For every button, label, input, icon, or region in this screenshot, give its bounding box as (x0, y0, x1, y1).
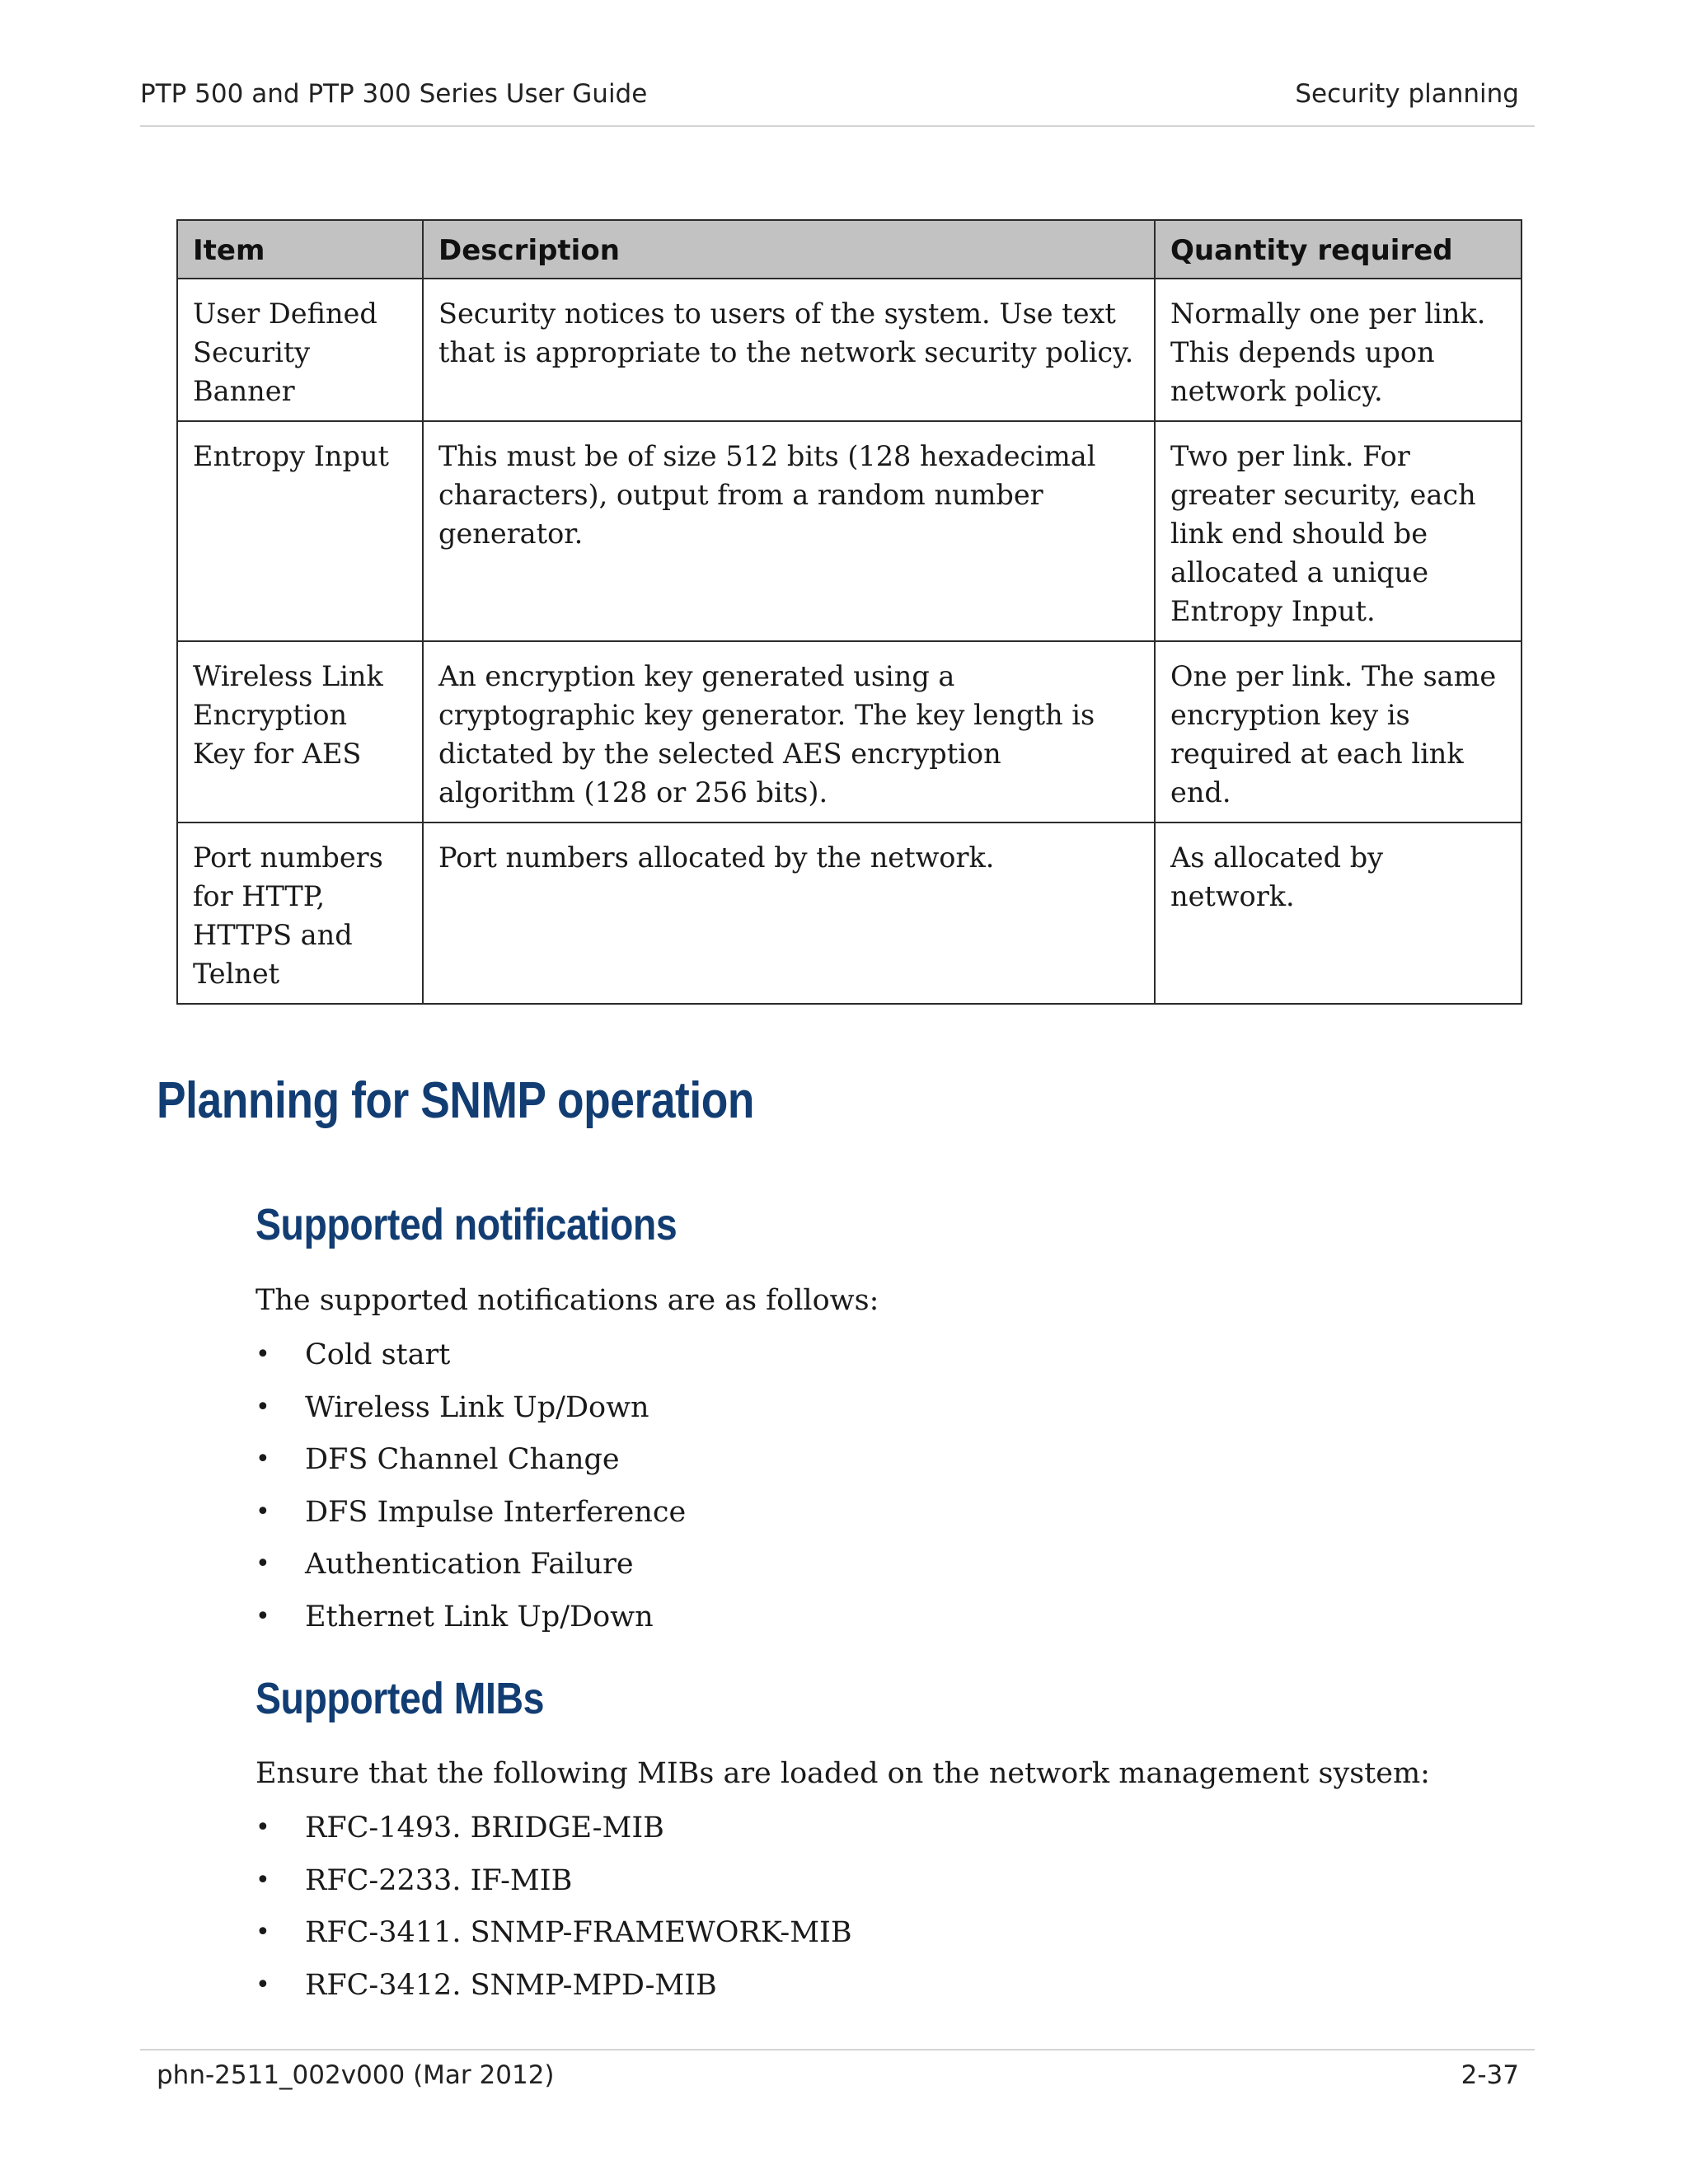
list-item-text: RFC-1493. BRIDGE-MIB (305, 1811, 664, 1844)
notifications-list (256, 1337, 686, 1651)
cell-text: One per link. The same encryption key is required at each link end. (1170, 660, 1497, 808)
cell-text: Normally one per link. This depends upon network policy. (1170, 298, 1486, 407)
column-header-description: Description (423, 220, 1155, 279)
bullet-icon: • (256, 1601, 270, 1631)
chapter-title: Security planning (1295, 79, 1519, 109)
header-divider (140, 125, 1535, 127)
list-item-text: Authentication Failure (305, 1548, 634, 1581)
list-item-text: Cold start (305, 1338, 451, 1371)
bullet-icon: • (256, 1813, 270, 1842)
document-title: PTP 500 and PTP 300 Series User Guide (140, 79, 648, 109)
cell-text: Port numbers for HTTP, HTTPS and Telnet (193, 841, 383, 990)
table-cell-description (423, 823, 1155, 1004)
table-cell-description (423, 421, 1155, 641)
cell-text: Port numbers allocated by the network. (438, 841, 995, 874)
list-item-text: RFC-3411. SNMP-FRAMEWORK-MIB (305, 1916, 852, 1949)
list-item (256, 1546, 686, 1599)
table-cell-quantity (1155, 279, 1522, 421)
list-item-text: DFS Channel Change (305, 1443, 620, 1476)
notifications-intro: The supported notifications are as follows: (256, 1284, 879, 1317)
cell-text: User Defined Security Banner (193, 298, 377, 407)
table-row (177, 421, 1522, 641)
table-row (177, 279, 1522, 421)
list-item (256, 1494, 686, 1547)
list-item (256, 1967, 852, 2020)
bullet-icon: • (256, 1865, 270, 1895)
list-item (256, 1863, 852, 1915)
table-cell-quantity (1155, 641, 1522, 823)
table-cell-quantity (1155, 823, 1522, 1004)
security-items-table (176, 219, 1522, 1005)
table-header-row (177, 220, 1522, 279)
cell-text: As allocated by network. (1170, 841, 1384, 912)
bullet-icon: • (256, 1445, 270, 1474)
mibs-list (256, 1810, 852, 2019)
table-row (177, 823, 1522, 1004)
bullet-icon: • (256, 1392, 270, 1422)
footer-divider (140, 2049, 1535, 2050)
bullet-icon: • (256, 1970, 270, 1999)
column-header-quantity: Quantity required (1155, 220, 1522, 279)
section-heading: Planning for SNMP operation (157, 1072, 755, 1129)
mibs-intro: Ensure that the following MIBs are loaded on the network management system: (256, 1757, 1430, 1790)
table-cell-quantity (1155, 421, 1522, 641)
list-item (256, 1599, 686, 1652)
table-cell-item (177, 421, 423, 641)
list-item (256, 1915, 852, 1967)
list-item (256, 1390, 686, 1442)
cell-text: Wireless Link Encryption Key for AES (193, 660, 383, 770)
cell-text: Two per link. For greater security, each link end should be allocated a unique Entropy Input. (1170, 440, 1476, 627)
cell-text: Security notices to users of the system. Use text that is appropriate to the network security policy. (438, 298, 1134, 368)
list-item-text: Wireless Link Up/Down (305, 1390, 649, 1424)
bullet-icon: • (256, 1497, 270, 1526)
bullet-icon: • (256, 1918, 270, 1947)
cell-text: Entropy Input (193, 440, 389, 472)
bullet-icon: • (256, 1340, 270, 1369)
table-cell-description (423, 279, 1155, 421)
mibs-heading: Supported MIBs (256, 1674, 545, 1723)
document-code: phn-2511_002v000 (Mar 2012) (157, 2060, 555, 2090)
list-item-text: RFC-2233. IF-MIB (305, 1863, 573, 1897)
table-cell-item (177, 823, 423, 1004)
list-item (256, 1441, 686, 1494)
table-cell-item (177, 641, 423, 823)
list-item (256, 1810, 852, 1863)
bullet-icon: • (256, 1549, 270, 1578)
running-header (140, 79, 1519, 129)
page-number: 2-37 (1461, 2060, 1519, 2090)
table-cell-description (423, 641, 1155, 823)
column-header-item: Item (177, 220, 423, 279)
table-row (177, 641, 1522, 823)
table-cell-item (177, 279, 423, 421)
list-item-text: RFC-3412. SNMP-MPD-MIB (305, 1968, 717, 2002)
notifications-heading: Supported notifications (256, 1200, 678, 1249)
running-footer (157, 2060, 1519, 2090)
list-item-text: DFS Impulse Interference (305, 1495, 687, 1529)
list-item-text: Ethernet Link Up/Down (305, 1600, 654, 1633)
cell-text: This must be of size 512 bits (128 hexadecimal characters), output from a random number generator. (438, 440, 1096, 550)
cell-text: An encryption key generated using a cryptographic key generator. The key length is dictated by the selected AES encryption algorithm (128 or 256 bits). (438, 660, 1095, 808)
list-item (256, 1337, 686, 1390)
